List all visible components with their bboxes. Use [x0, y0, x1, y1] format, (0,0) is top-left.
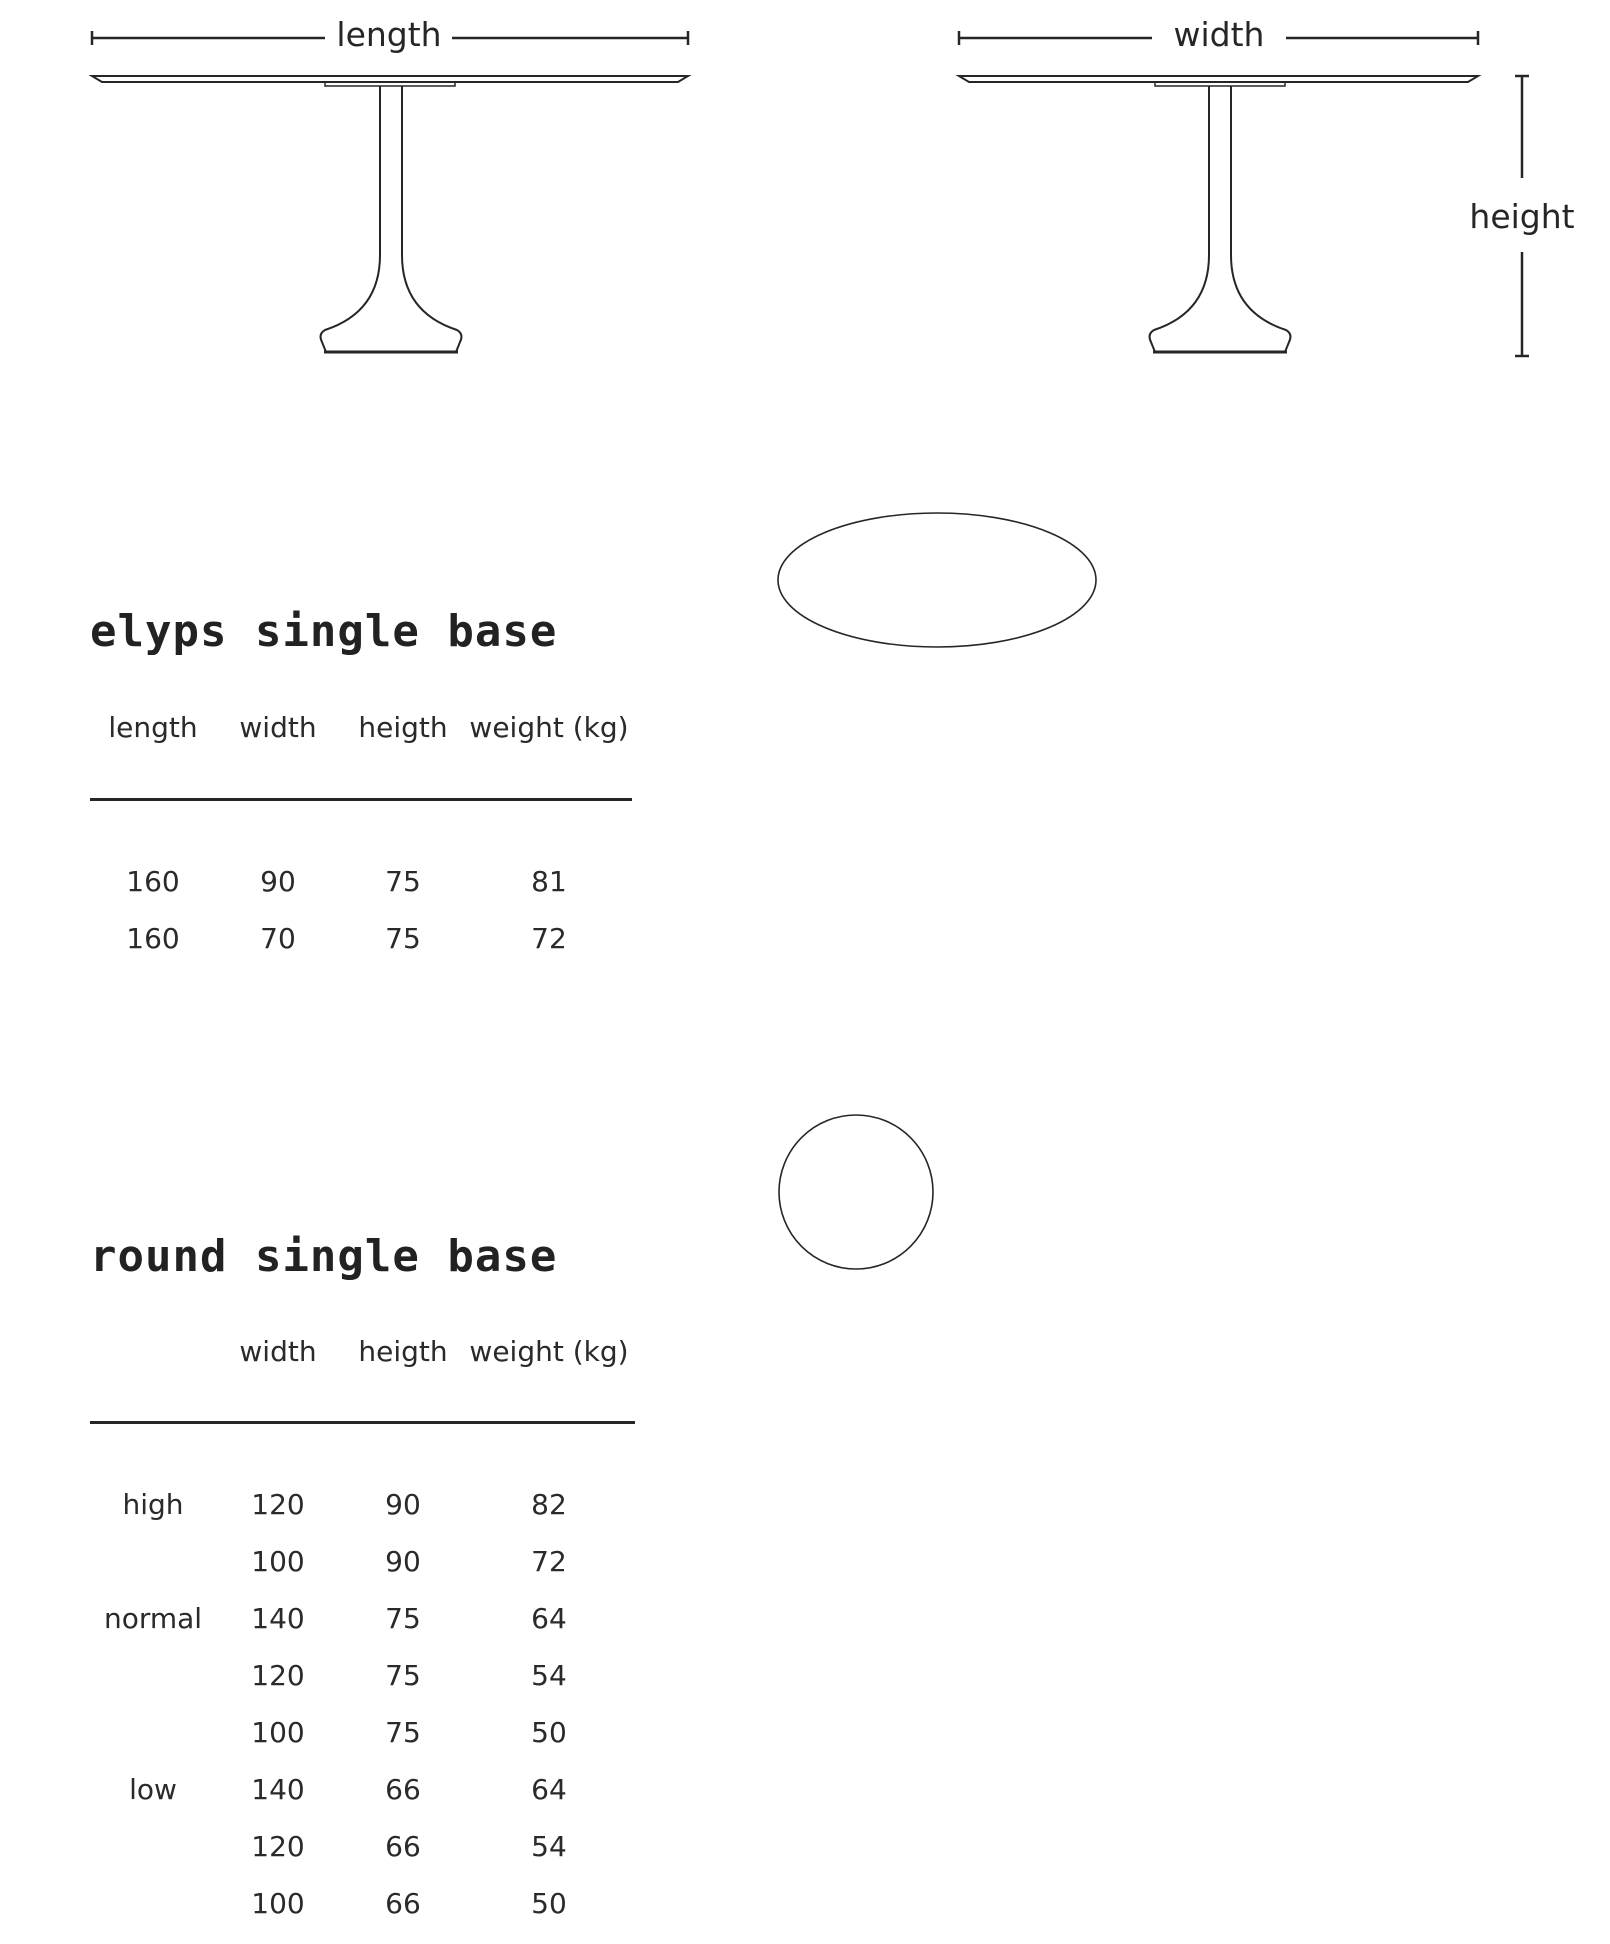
dim-label-height: height	[1469, 197, 1575, 236]
table-cell: 75	[385, 922, 421, 955]
table-cell: 54	[531, 1830, 567, 1863]
table-cell: 50	[531, 1887, 567, 1920]
table-cell: 160	[126, 865, 180, 898]
row-label: high	[122, 1488, 184, 1521]
section-title-round: round single base	[90, 1231, 558, 1282]
table-cell: 90	[385, 1488, 421, 1521]
column-header: weight (kg)	[469, 1335, 629, 1368]
row-label: normal	[103, 1602, 203, 1635]
table-cell: 64	[531, 1773, 567, 1806]
table-cell: 82	[531, 1488, 567, 1521]
table-cell: 72	[531, 922, 567, 955]
table-cell: 120	[251, 1488, 305, 1521]
column-header: heigth	[358, 711, 448, 744]
header-divider	[90, 1421, 635, 1424]
table-cell: 81	[531, 865, 567, 898]
table-cell: 70	[260, 922, 296, 955]
table-cell: 75	[385, 1716, 421, 1749]
table-cell: 90	[385, 1545, 421, 1578]
table-cell: 140	[251, 1773, 305, 1806]
table-cell: 160	[126, 922, 180, 955]
table-cell: 72	[531, 1545, 567, 1578]
table-cell: 120	[251, 1830, 305, 1863]
row-label: low	[129, 1773, 177, 1806]
dim-label-width: width	[1173, 15, 1265, 54]
dim-label-length: length	[336, 15, 442, 54]
table-cell: 90	[260, 865, 296, 898]
table-cell: 66	[385, 1773, 421, 1806]
table-cell: 100	[251, 1716, 305, 1749]
table-cell: 75	[385, 1602, 421, 1635]
table-cell: 64	[531, 1602, 567, 1635]
table-side-view-width	[959, 31, 1529, 356]
column-header: weight (kg)	[469, 711, 629, 744]
table-cell: 75	[385, 1659, 421, 1692]
circle-outline-icon	[779, 1115, 933, 1269]
table-cell: 100	[251, 1887, 305, 1920]
section-title-elyps: elyps single base	[90, 606, 558, 657]
table-cell: 120	[251, 1659, 305, 1692]
column-header: width	[239, 1335, 317, 1368]
column-header: width	[239, 711, 317, 744]
table-cell: 50	[531, 1716, 567, 1749]
table-cell: 140	[251, 1602, 305, 1635]
column-header: heigth	[358, 1335, 448, 1368]
table-cell: 54	[531, 1659, 567, 1692]
column-header: length	[108, 711, 198, 744]
table-side-view-length	[92, 31, 688, 352]
ellipse-outline-icon	[778, 513, 1096, 647]
header-divider	[90, 798, 632, 801]
table-cell: 66	[385, 1887, 421, 1920]
table-cell: 75	[385, 865, 421, 898]
table-cell: 66	[385, 1830, 421, 1863]
table-cell: 100	[251, 1545, 305, 1578]
